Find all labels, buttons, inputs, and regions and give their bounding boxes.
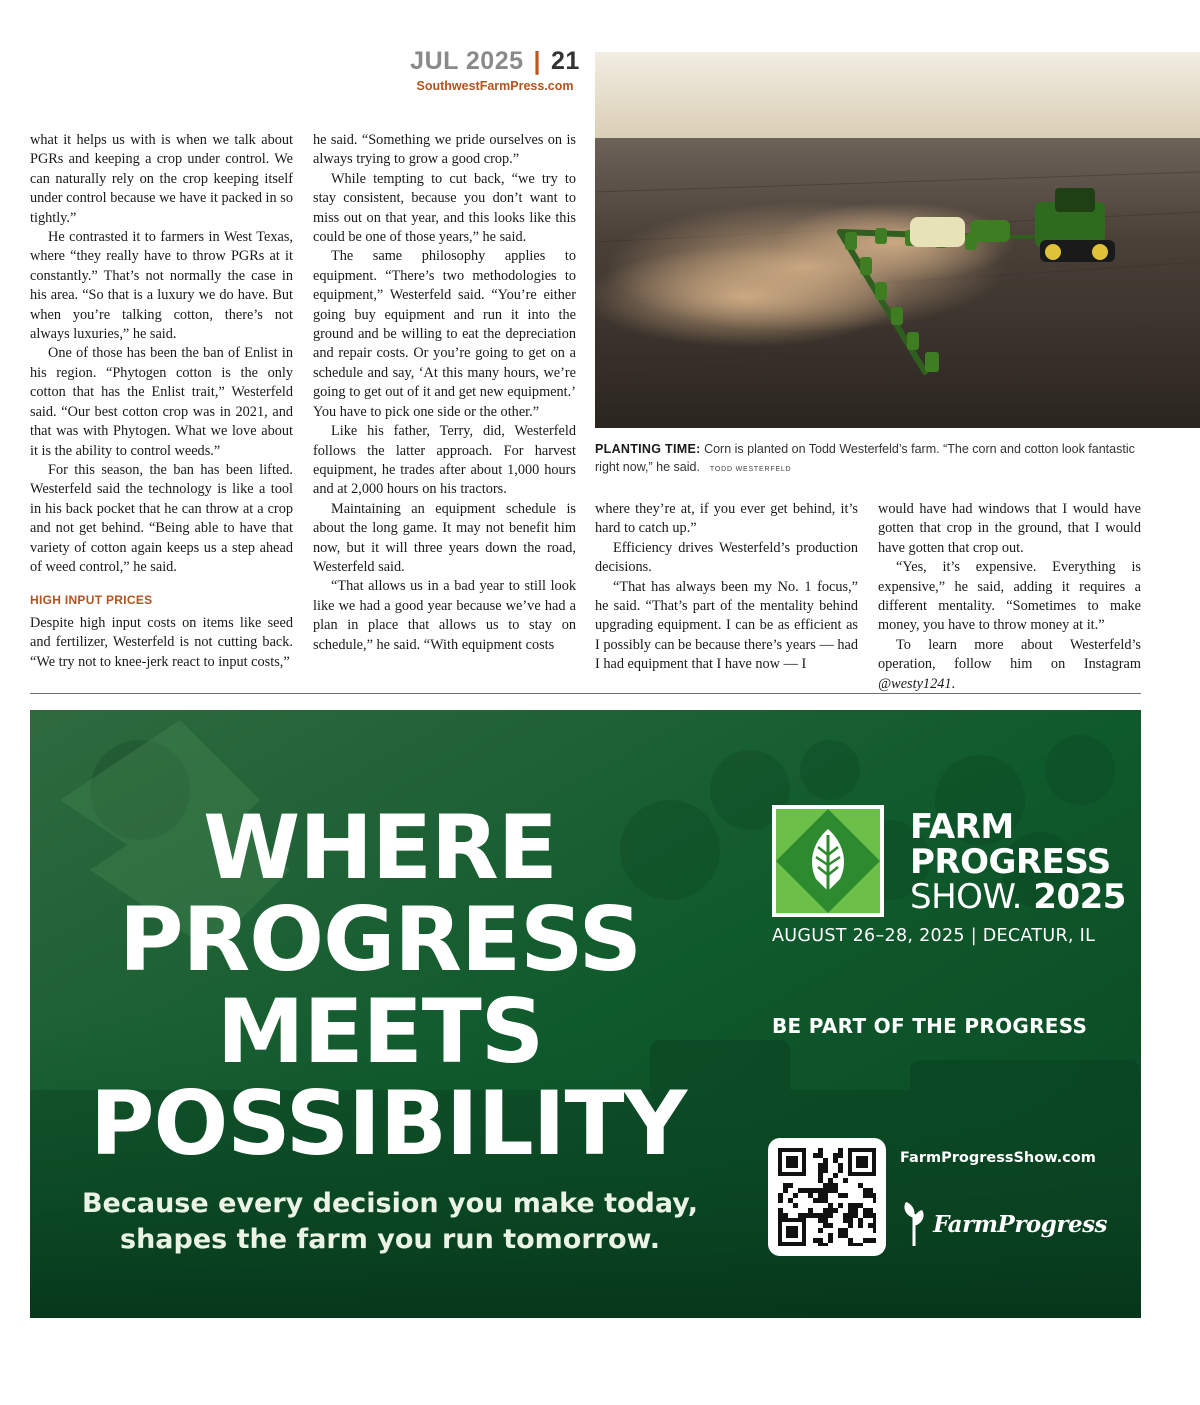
qr-module [808,1188,813,1193]
qr-module [808,1208,813,1213]
qr-module [833,1188,838,1193]
qr-module [838,1193,843,1198]
qr-module [873,1223,876,1228]
ad-headline [90,796,687,1175]
show-title-line: FARM [910,807,1014,847]
qr-module [778,1213,783,1218]
show-title-line: PROGRESS [910,842,1111,882]
paragraph: Like his father, Terry, did, Westerfeld follows the latter approach. For harvest equipment, he trades after about 1,000 hours and at 2,000 hours on his tractors. [313,423,576,498]
ad-tagline [60,1186,720,1258]
section-subhead: HIGH INPUT PRICES [30,593,153,608]
qr-module [788,1198,793,1203]
qr-module [818,1188,823,1193]
qr-module [818,1238,823,1243]
article-column-1 [30,131,293,672]
headline-line: PROGRESS [119,888,641,991]
qr-module [818,1168,823,1173]
qr-module [818,1228,823,1233]
qr-module [853,1208,858,1213]
qr-module [833,1183,838,1188]
planting-photo [595,52,1200,428]
paragraph: Despite high input costs on items like seed and fertilizer, Westerfeld is not cutting back. “We try not to knee-jerk react to input costs,” [30,614,293,670]
qr-module [828,1188,833,1193]
caption-lead: PLANTING TIME: [595,442,701,456]
qr-module [803,1213,808,1218]
qr-module [808,1193,813,1198]
qr-module [868,1238,873,1243]
qr-module [818,1178,823,1183]
qr-module [833,1208,838,1213]
article-column-4 [878,500,1141,694]
qr-module [848,1213,853,1218]
qr-module [843,1213,848,1218]
qr-module [818,1153,823,1158]
farm-progress-show-logo [772,805,884,917]
qr-module [873,1218,876,1223]
qr-module [848,1218,853,1223]
qr-module [783,1188,788,1193]
headline-line: WHERE [203,796,557,899]
qr-module [868,1193,873,1198]
qr-module [838,1233,843,1238]
paragraph: The same philosophy applies to equipment. “There’s two methodologies to equipment,” Westerfeld said. “You’re either going buy equipment and run it into the ground and be willing to eat the depreciation and repair costs. Or you’re going to get on a schedule and say, ‘At this many hours, we’re going to get out of it and get new equipment.’ You have to pick one side or the other.” [313,248,576,420]
qr-module [793,1203,798,1208]
qr-module [818,1218,823,1223]
qr-module [818,1148,823,1153]
qr-module [798,1188,803,1193]
caption-text: Corn is planted on Todd Westerfeld’s farm. “The corn and cotton look fantastic right now,” he said. [595,442,1135,474]
qr-module [808,1213,813,1218]
qr-module [828,1178,833,1183]
qr-module [778,1193,783,1198]
qr-module [778,1198,783,1203]
qr-module [873,1238,876,1243]
qr-module [823,1163,828,1168]
paragraph: he said. “Something we pride ourselves on is always trying to grow a good crop.” [313,132,576,168]
paragraph: “That allows us in a bad year to still look like we had a good year because we’ve had a plan in place that allows us to stay on schedule,” he said. “With equipment costs [313,578,576,653]
qr-module [813,1153,818,1158]
qr-module [858,1223,863,1228]
qr-module [873,1213,876,1218]
qr-module [833,1158,838,1163]
qr-module [843,1228,848,1233]
headline-line: MEETS [216,980,544,1083]
qr-module [813,1213,818,1218]
qr-module [848,1208,853,1213]
paragraph: Maintaining an equipment schedule is about the long game. It may not benefit him now, but it will three years down the road, Westerfeld said. [313,500,576,575]
qr-module [873,1198,876,1203]
paragraph [878,636,1141,694]
qr-module [848,1243,853,1246]
qr-module [828,1183,833,1188]
qr-module [823,1208,828,1213]
qr-module [798,1213,803,1218]
qr-module [818,1213,823,1218]
instagram-text: To learn more about Westerfeld’s operation, follow him on Instagram [878,636,1141,673]
qr-module [838,1148,843,1153]
qr-module [853,1213,858,1218]
qr-module [863,1208,868,1213]
qr-module [823,1223,828,1228]
qr-module [868,1213,873,1218]
qr-module [823,1213,828,1218]
show-dates: AUGUST 26–28, 2025 | DECATUR, IL [772,926,1096,946]
qr-module [858,1243,863,1246]
show-website-link[interactable]: FarmProgressShow.com [900,1150,1096,1166]
qr-module [823,1158,828,1163]
qr-module [823,1183,828,1188]
qr-module [828,1213,833,1218]
qr-module [828,1203,833,1208]
qr-module [863,1238,868,1243]
qr-module [868,1208,873,1213]
tagline-line: Because every decision you make today, [81,1188,699,1219]
qr-module [858,1203,863,1208]
photo-credit: TODD WESTERFELD [709,466,792,473]
qr-module [828,1233,833,1238]
section-divider [30,693,1141,694]
qr-module [858,1183,863,1188]
qr-module [793,1193,798,1198]
article-column-2 [313,131,576,655]
qr-module [828,1208,833,1213]
qr-module [818,1198,823,1203]
paragraph: For this season, the ban has been lifted. Westerfeld said the technology is like a tool in his back pocket that he can throw at a crop and not get behind. “Being able to have that variety of cotton again keeps us a step ahead of weed control,” he said. [30,461,293,575]
qr-module [873,1228,876,1233]
headline-line: POSSIBILITY [90,1072,687,1175]
paragraph: “Yes, it’s expensive. Everything is expensive,” he said, adding it requires a different mentality. “Sometimes to make money, you have to throw money at it.” [878,559,1141,634]
qr-module [843,1218,848,1223]
site-url[interactable]: SouthwestFarmPress.com [416,79,574,93]
qr-module [843,1178,848,1183]
brand-wordmark: FarmProgress [933,1210,1108,1238]
issue-date: JUL 2025 [410,47,524,75]
qr-module [863,1213,868,1218]
show-title [910,807,1126,917]
qr-module [848,1203,853,1208]
paragraph: He contrasted it to farmers in West Texas, where “they really have to throw PGRs at it constantly.” That’s not normally the case in his area. “So that is a luxury we do have. But when you’re talking cotton, there’s not always luxuries,” he said. [30,229,293,343]
qr-module [868,1188,873,1193]
paragraph: what it helps us with is when we talk about PGRs and keeping a crop under control. We can naturally rely on the crop keeping itself under control because we have it packed in so tightly.” [30,132,293,226]
qr-module [823,1188,828,1193]
issue-line [400,46,590,76]
qr-module [828,1238,833,1243]
sprout-icon [900,1200,928,1248]
qr-module [843,1193,848,1198]
qr-module [863,1193,868,1198]
tagline-line: shapes the farm you run tomorrow. [120,1224,660,1255]
qr-module [853,1203,858,1208]
qr-module [838,1163,843,1168]
qr-module [783,1183,788,1188]
qr-module [823,1193,828,1198]
qr-module [823,1198,828,1203]
qr-module [803,1188,808,1193]
qr-module [838,1153,843,1158]
qr-module [813,1238,818,1243]
ad-call-to-action: BE PART OF THE PROGRESS [772,1014,1088,1038]
farm-progress-brand [900,1200,1107,1248]
qr-module [833,1173,838,1178]
page-header [400,46,590,93]
qr-module [873,1193,876,1198]
qr-module [828,1223,833,1228]
qr-module [823,1218,828,1223]
photo-caption [595,440,1155,479]
qr-module [818,1173,823,1178]
qr-module [843,1233,848,1238]
paragraph: Efficiency drives Westerfeld’s production decisions. [595,539,858,576]
farm-progress-show-ad[interactable] [30,710,1141,1318]
qr-module [848,1238,853,1243]
qr-module [848,1223,853,1228]
paragraph: While tempting to cut back, “we try to stay consistent, because you don’t want to miss out on that year, and this looks like this could be one of those years,” he said. [313,170,576,246]
show-word: SHOW. [910,877,1022,917]
paragraph: would have had windows that I would have gotten that crop in the ground, that I would have gotten that crop out. [878,501,1141,556]
paragraph: “That has always been my No. 1 focus,” he said. “That’s part of the mentality behind upgrading equipment. I can be as efficient as I possibly can be because there’s years — had I had equipment that I have now — I [595,578,858,673]
qr-module [818,1193,823,1198]
paragraph: where they’re at, if you ever get behind, it’s hard to catch up.” [595,501,858,537]
qr-module [838,1228,843,1233]
qr-module [778,1208,783,1213]
show-title-line [910,877,1126,917]
qr-module [833,1153,838,1158]
qr-module [788,1183,793,1188]
instagram-handle[interactable]: @westy1241 [878,675,952,692]
qr-module [813,1188,818,1193]
qr-module [853,1243,858,1246]
qr-module [823,1243,828,1246]
paragraph: One of those has been the ban of Enlist in his region. “Phytogen cotton is the only cotton that has the Enlist trait,” Westerfeld said. “Our best cotton crop was in 2021, and that was with Phytogen. What we love about it is the ability to control weeds.” [30,345,293,459]
qr-module [823,1168,828,1173]
qr-module [858,1218,863,1223]
qr-module [838,1168,843,1173]
qr-code[interactable] [768,1138,886,1256]
period: . [951,675,956,692]
header-separator: | [533,47,542,75]
qr-module [868,1223,873,1228]
qr-module [818,1243,823,1246]
qr-module [838,1203,843,1208]
qr-module [818,1163,823,1168]
article-column-3 [595,500,858,675]
qr-module [863,1188,868,1193]
qr-module [813,1198,818,1203]
qr-module [783,1213,788,1218]
show-year: 2025 [1033,877,1126,917]
page-number: 21 [551,47,580,75]
